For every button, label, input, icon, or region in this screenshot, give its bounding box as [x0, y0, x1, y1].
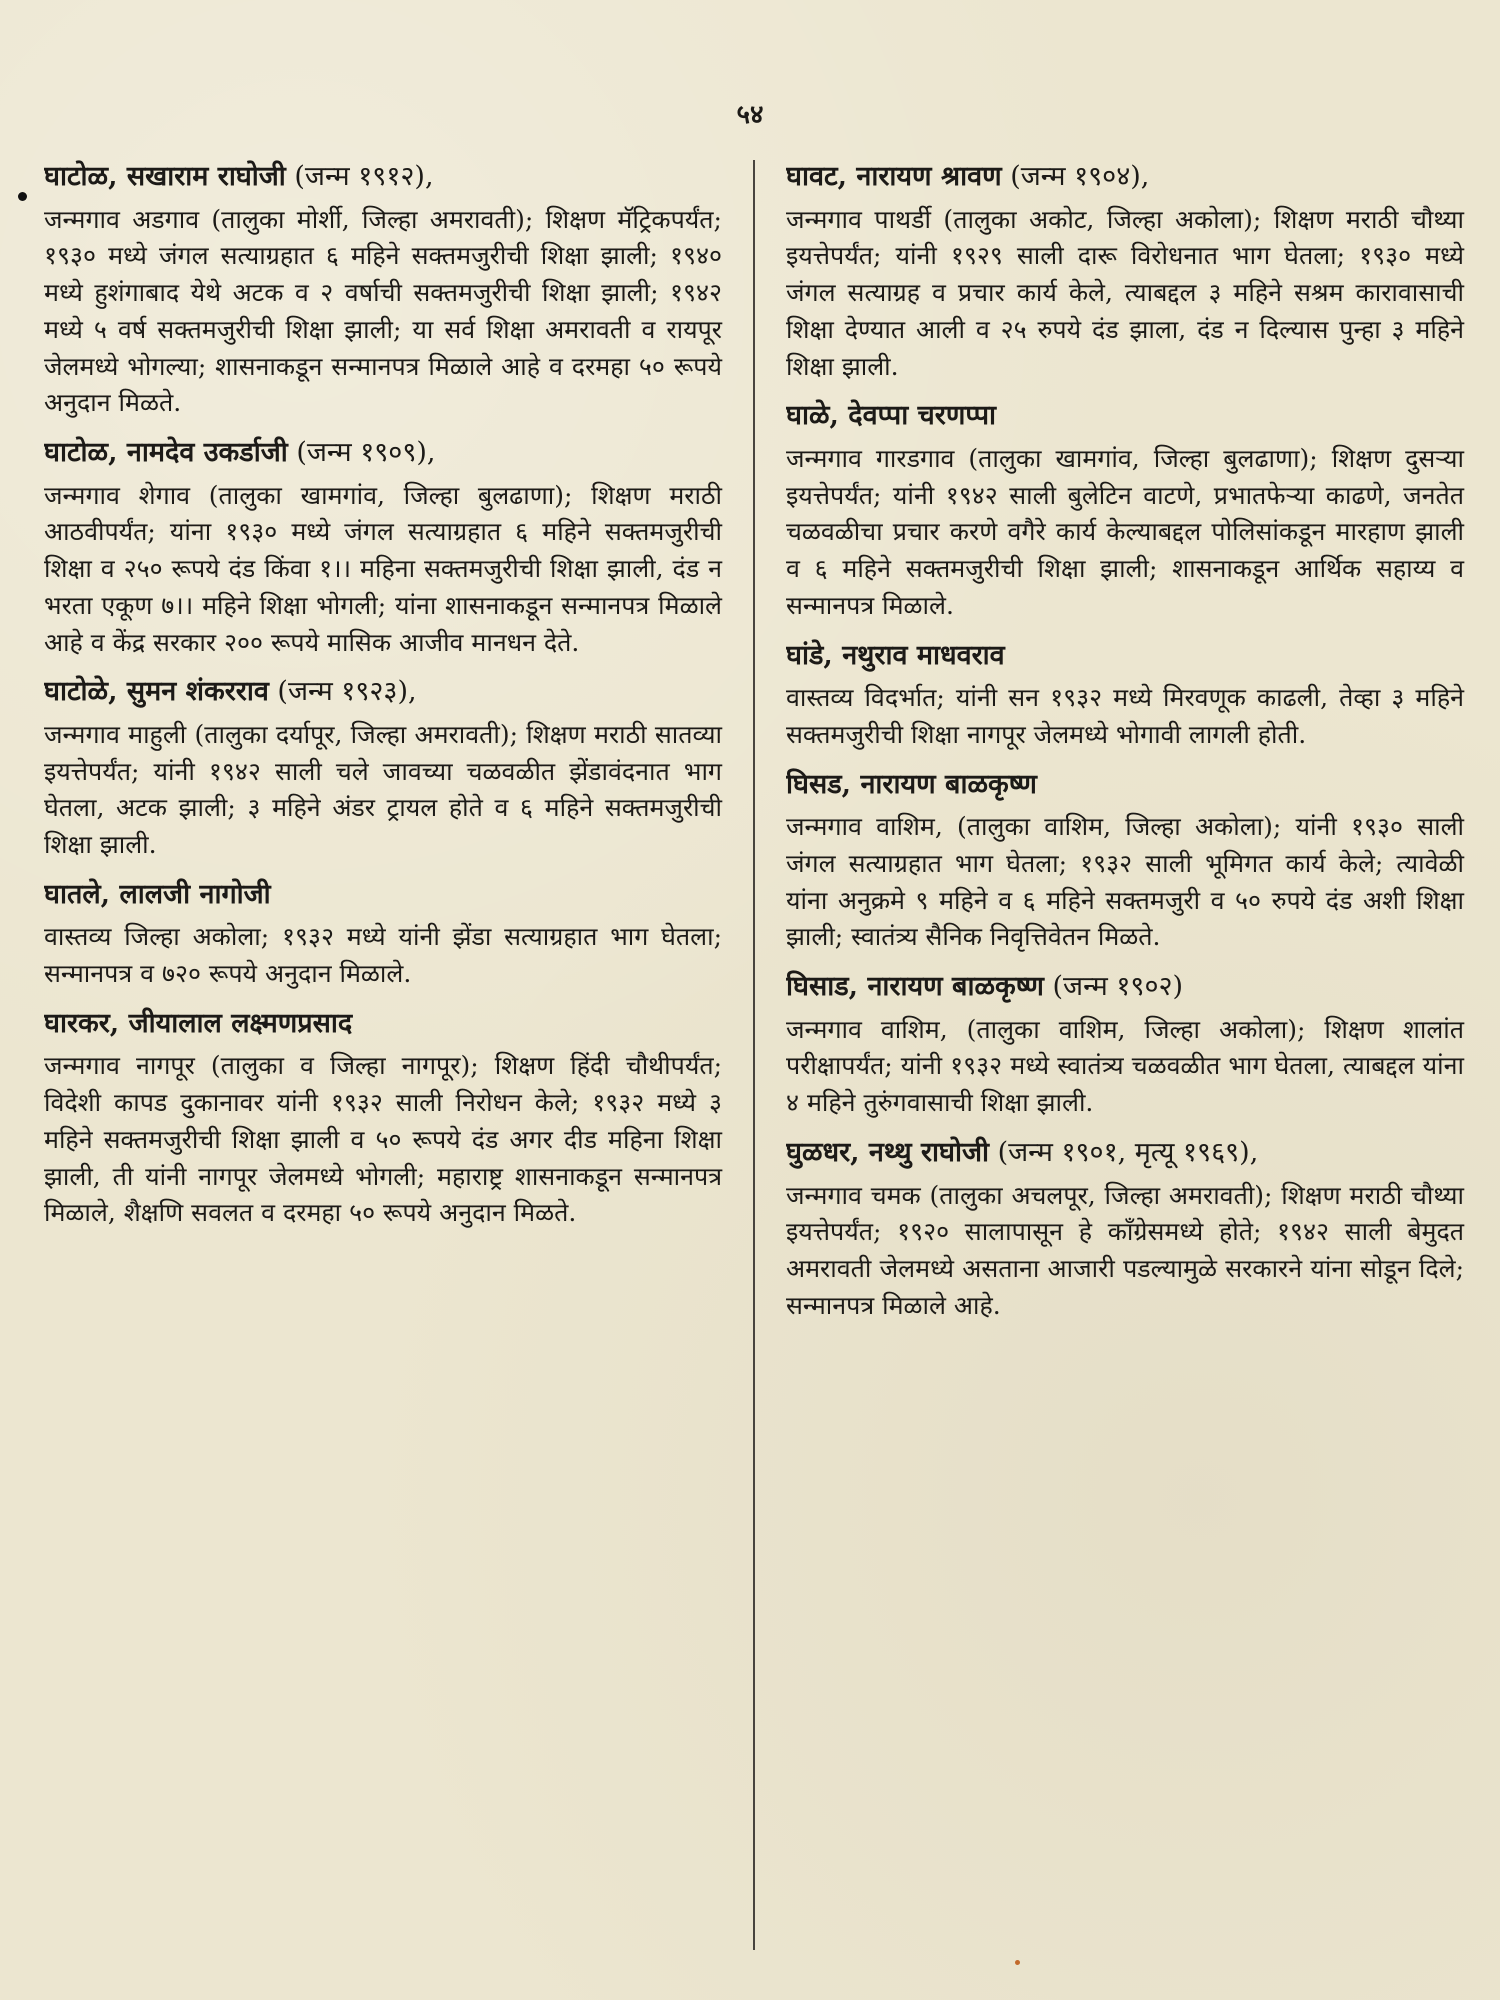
entry-body: जन्मगाव नागपूर (तालुका व जिल्हा नागपूर); शिक्षण हिंदी चौथीपर्यंत; विदेशी कापड दुकानावर यांनी १९३२ साली निरोधन केले; १९३२ मध्ये ३ महिने सक्तमजुरीची शिक्षा झाली व ५० रूपये दंड अगर दीड महिना शिक्षा झाली, ती यांनी नागपूर जेलमध्ये भोगली; महाराष्ट्र शासनाकडून सन्मानपत्र मिळाले, शैक्षणि सवलत व दरमहा ५० रूपये अनुदान मिळते.: [44, 1051, 722, 1228]
entry-name: घांडे, नथुराव माधवराव: [786, 639, 1005, 671]
entry: [786, 970, 1464, 1122]
entry-heading: [786, 768, 1464, 803]
entry-heading: [44, 160, 722, 195]
right-column: [774, 160, 1464, 1950]
entry-name: घावट, नारायण श्रावण: [786, 161, 1002, 192]
entry-name: घाळे, देवप्पा चरणप्पा: [786, 400, 997, 432]
entry-body: जन्मगाव शेगाव (तालुका खामगांव, जिल्हा बुलढाणा); शिक्षण मराठी आठवीपर्यंत; यांना १९३० मध्ये जंगल सत्याग्रहात ६ महिने सक्तमजुरीची शिक्षा व २५० रूपये दंड किंवा १।। महिना सक्तमजुरीची शिक्षा झाली, दंड न भरता एकूण ७।। महिने शिक्षा भोगली; यांना शासनाकडून सन्मानपत्र मिळाले आहे व केंद्र सरकार २०० रूपये मासिक आजीव मानधन देते.: [44, 480, 722, 657]
page-number: ५४: [736, 100, 764, 130]
entry-name: घुळधर, नथ्थु राघोजी: [786, 1136, 989, 1168]
entry-name: घिसाड, नारायण बाळकृष्ण: [786, 971, 1044, 1003]
entry-body: वास्तव्य जिल्हा अकोला; १९३२ मध्ये यांनी झेंडा सत्याग्रहात भाग घेतला; सन्मानपत्र व ७२० रूपये अनुदान मिळाले.: [44, 922, 722, 989]
entry: [44, 1007, 722, 1232]
two-column-layout: [44, 160, 1464, 1950]
entry-body: जन्मगाव अडगाव (तालुका मोर्शी, जिल्हा अमरावती); शिक्षण मॅट्रिकपर्यंत; १९३० मध्ये जंगल सत्याग्रहात ६ महिने सक्तमजुरीची शिक्षा झाली; १९४० मध्ये हुशंगाबाद येथे अटक व २ वर्षाची सक्तमजुरीची शिक्षा झाली; १९४२ मध्ये ५ वर्ष सक्तमजुरीची शिक्षा झाली; या सर्व शिक्षा अमरावती व रायपूर जेलमध्ये भोगल्या; शासनाकडून सन्मानपत्र मिळाले आहे व दरमहा ५० रूपये अनुदान मिळते.: [44, 204, 722, 418]
entry-heading: [786, 160, 1464, 195]
entry-birth-info: (जन्म १९२३),: [268, 676, 417, 708]
entry: [44, 436, 722, 661]
entry-birth-info: (जन्म १९०१, मृत्यू १९६९),: [989, 1136, 1259, 1168]
entry-birth-info: (जन्म १९०९),: [287, 437, 436, 469]
entry-heading: [44, 675, 722, 710]
entry-body: जन्मगाव गारडगाव (तालुका खामगांव, जिल्हा बुलढाणा); शिक्षण दुसऱ्या इयत्तेपर्यंत; यांनी १९४२ साली बुलेटिन वाटणे, प्रभातफेऱ्या काढणे, जनतेत चळवळीचा प्रचार करणे वगैरे कार्य केल्याबद्दल पोलिसांकडून मारहाण झाली व ६ महिने सक्तमजुरीची शिक्षा झाली; शासनाकडून आर्थिक सहाय्य व सन्मानपत्र मिळाले.: [786, 443, 1464, 620]
entry-name: घाटोळ, सखाराम राघोजी: [44, 161, 286, 192]
entry-heading: [44, 436, 722, 471]
entry-body: जन्मगाव वाशिम, (तालुका वाशिम, जिल्हा अकोला); शिक्षण शालांत परीक्षापर्यंत; यांनी १९३२ मध्ये स्वातंत्र्य चळवळीत भाग घेतला, त्याबद्दल यांना ४ महिने तुरुंगवासाची शिक्षा झाली.: [786, 1014, 1464, 1118]
entry-name: घाटोळ, नामदेव उकर्डाजी: [44, 437, 288, 469]
entry: [44, 160, 722, 422]
column-divider: [753, 160, 755, 1950]
entry-birth-info: (जन्म १९०२): [1043, 971, 1184, 1003]
entry-heading: [786, 399, 1464, 434]
entry-body: जन्मगाव चमक (तालुका अचलपूर, जिल्हा अमरावती); शिक्षण मराठी चौथ्या इयत्तेपर्यंत; १९२० सालापासून हे कॉंग्रेसमध्ये होते; १९४२ साली बेमुदत अमरावती जेलमध्ये असताना आजारी पडल्यामुळे सरकारने यांना सोडून दिले; सन्मानपत्र मिळाले आहे.: [786, 1180, 1464, 1320]
entry-name: घारकर, जीयालाल लक्ष्मणप्रसाद: [44, 1007, 353, 1039]
entry: [786, 399, 1464, 624]
entry: [786, 639, 1464, 754]
entry-body: जन्मगाव माहुली (तालुका दर्यापूर, जिल्हा अमरावती); शिक्षण मराठी सातव्या इयत्तेपर्यंत; यांनी १९४२ साली चले जावच्या चळवळीत झेंडावंदनात भाग घेतला, अटक झाली; ३ महिने अंडर ट्रायल होते व ६ महिने सक्तमजुरीची शिक्षा झाली.: [44, 719, 722, 860]
entry-birth-info: (जन्म १९०४),: [1001, 161, 1150, 192]
entry-heading: [786, 970, 1464, 1005]
ink-speck: [1015, 1960, 1020, 1965]
entry: [786, 160, 1464, 385]
entry-name: घिसड, नारायण बाळकृष्ण: [786, 768, 1037, 800]
entry-heading: [44, 878, 722, 913]
entry-heading: [786, 1136, 1464, 1171]
entry-name: घातले, लालजी नागोजी: [44, 878, 271, 910]
entry: [44, 878, 722, 993]
entry-birth-info: (जन्म १९१२),: [285, 161, 434, 192]
entry-body: वास्तव्य विदर्भात; यांनी सन १९३२ मध्ये मिरवणूक काढली, तेव्हा ३ महिने सक्तमजुरीची शिक्षा नागपूर जेलमध्ये भोगावी लागली होती.: [786, 683, 1464, 749]
entry-body: जन्मगाव पाथर्डी (तालुका अकोट, जिल्हा अकोला); शिक्षण मराठी चौथ्या इयत्तेपर्यंत; यांनी १९२९ साली दारू विरोधनात भाग घेतला; १९३० मध्ये जंगल सत्याग्रह व प्रचार कार्य केले, त्याबद्दल ३ महिने सश्रम कारावासाची शिक्षा देण्यात आली व २५ रुपये दंड झाला, दंड न दिल्यास पुन्हा ३ महिने शिक्षा झाली.: [786, 204, 1464, 381]
ink-dot: [18, 192, 27, 201]
entry: [44, 675, 722, 864]
entry-body: जन्मगाव वाशिम, (तालुका वाशिम, जिल्हा अकोला); यांनी १९३० साली जंगल सत्याग्रहात भाग घेतला; १९३२ साली भूमिगत कार्य केले; त्यावेळी यांना अनुक्रमे ९ महिने व ६ महिने सक्तमजुरी व ५० रुपये दंड अशी शिक्षा झाली; स्वातंत्र्य सैनिक निवृत्तिवेतन मिळते.: [786, 812, 1464, 952]
entry-heading: [786, 639, 1464, 674]
entry-name: घाटोळे, सुमन शंकरराव: [44, 676, 269, 708]
left-column: [44, 160, 734, 1950]
entry-heading: [44, 1007, 722, 1042]
entry: [786, 1136, 1464, 1325]
entry: [786, 768, 1464, 957]
